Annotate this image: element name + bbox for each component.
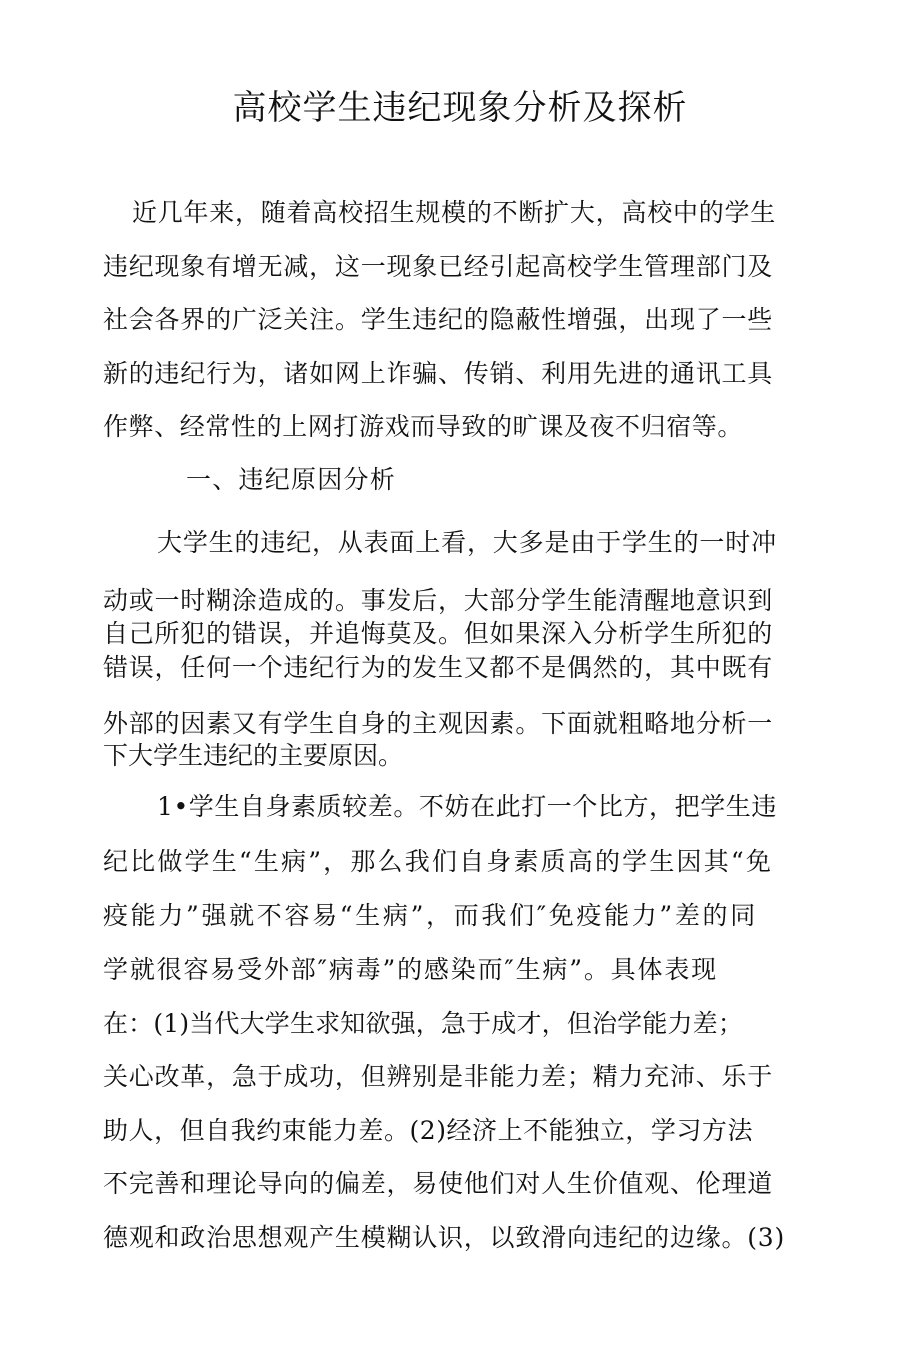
section-heading: 一、违纪原因分析 [186, 465, 396, 494]
paragraph-line: 疫能力”强就不容易“生病”，而我们″免疫能力”差的同 [103, 901, 758, 930]
paragraph-line: 纪比做学生“生病”，那么我们自身素质高的学生因其“免 [103, 847, 773, 876]
paragraph-line: 1•学生自身素质较差。不妨在此打一个比方，把学生违 [157, 792, 777, 821]
paragraph-line: 大学生的违纪，从表面上看，大多是由于学生的一时冲 [157, 528, 777, 557]
paragraph-line: 违纪现象有增无减，这一现象已经引起高校学生管理部门及 [103, 252, 773, 281]
paragraph-line: 助人，但自我约束能力差。(2)经济上不能独立，学习方法 [103, 1116, 753, 1145]
paragraph-line: 新的违纪行为，诸如网上诈骗、传销、利用先进的通讯工具 [103, 359, 773, 388]
paragraph-line: 不完善和理论导向的偏差，易使他们对人生价值观、伦理道 [103, 1169, 773, 1198]
paragraph-line: 错误，任何一个违纪行为的发生又都不是偶然的，其中既有 [103, 653, 773, 682]
paragraph-line: 下大学生违纪的主要原因。 [103, 741, 403, 770]
paragraph-line: 德观和政治思想观产生模糊认识，以致滑向违纪的边缘。(3) [103, 1223, 785, 1252]
document-title: 高校学生违纪现象分析及探析 [232, 88, 688, 128]
paragraph-line: 在：(1)当代大学生求知欲强，急于成才，但治学能力差； [103, 1009, 743, 1038]
paragraph-line: 作弊、经常性的上网打游戏而导致的旷课及夜不归宿等。 [103, 412, 743, 441]
paragraph-line: 学就很容易受外部″病毒”的感染而″生病”。具体表现 [103, 955, 718, 984]
paragraph-line: 社会各界的广泛关注。学生违纪的隐蔽性增强，出现了一些 [103, 305, 773, 334]
paragraph-line: 关心改革，急于成功，但辨别是非能力差；精力充沛、乐于 [103, 1062, 773, 1091]
paragraph-line: 动或一时糊涂造成的。事发后，大部分学生能清醒地意识到 [103, 586, 773, 615]
paragraph-line: 自己所犯的错误，并追悔莫及。但如果深入分析学生所犯的 [103, 619, 773, 648]
paragraph-line: 外部的因素又有学生自身的主观因素。下面就粗略地分析一 [103, 709, 773, 738]
paragraph-line: 近几年来，随着高校招生规模的不断扩大，高校中的学生 [132, 198, 776, 227]
